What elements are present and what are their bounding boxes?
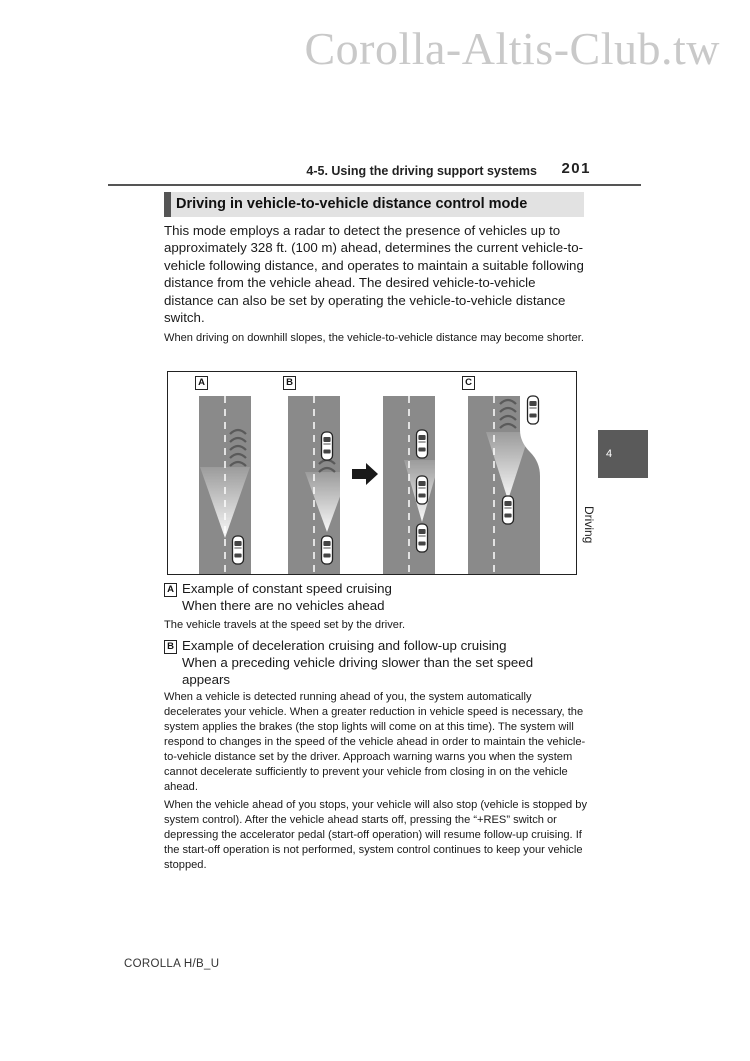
page-header bbox=[108, 160, 641, 186]
own-vehicle-b bbox=[322, 536, 333, 564]
chapter-label: Driving bbox=[582, 506, 596, 544]
page-footer: COROLLA H/B_U bbox=[124, 958, 220, 970]
section-title: 4-5. Using the driving support systems bbox=[306, 164, 537, 178]
watermark: Corolla-Altis-Club.tw bbox=[304, 23, 720, 74]
intro-paragraph: This mode employs a radar to detect the presence of vehicles up to approximately 328 ft. (100 m) ahead, determines the current vehicle-to-vehicle following distance, and operates to maintain a suitable following distance from the vehicle ahead. The desired vehicle-to-vehicle distance can also be set by operating the vehicle-to-vehicle distance switch. bbox=[164, 223, 584, 326]
radar-illustration bbox=[168, 372, 576, 574]
own-vehicle-a bbox=[233, 536, 244, 564]
own-vehicle-b2 bbox=[417, 524, 428, 552]
item-a-description: The vehicle travels at the speed set by the driver. bbox=[164, 619, 406, 631]
preceding-vehicle-b bbox=[322, 432, 333, 460]
item-b-description: When a vehicle is detected running ahead of you, the system automatically decelerates your vehicle. When a greater reduction in vehicle speed is necessary, the system applies the brakes (the stop lights will come on at this time). The system will respond to changes in the speed of the vehicle ahead in order to maintain the vehicle-to-vehicle distance set by the driver. Approach warning warns you when the system cannot decelerate sufficiently to prevent your vehicle from closing in on the vehicle ahead. bbox=[164, 691, 586, 793]
item-a-badge: A bbox=[164, 583, 177, 597]
figure-label-c: C bbox=[462, 376, 475, 390]
downhill-note: When driving on downhill slopes, the vehicle-to-vehicle distance may become shorter. bbox=[164, 332, 584, 344]
page-number: 201 bbox=[561, 160, 591, 177]
own-vehicle-c bbox=[503, 496, 514, 524]
item-a-subtitle: When there are no vehicles ahead bbox=[182, 598, 385, 613]
item-b-description-2: When the vehicle ahead of you stops, your vehicle will also stop (vehicle is stopped by system control). After the vehicle ahead starts off, pressing the “+RES” switch or depressing the accelerator pedal (start-off operation) will resume follow-up cruising. If the start-off operation is not performed, system control continues to keep your vehicle stopped. bbox=[164, 799, 588, 871]
section-heading: Driving in vehicle-to-vehicle distance control mode bbox=[164, 192, 584, 217]
item-b-subtitle: When a preceding vehicle driving slower than the set speed appears bbox=[182, 655, 534, 687]
item-b-badge: B bbox=[164, 640, 177, 654]
arrow-icon bbox=[352, 463, 378, 485]
figure-label-a: A bbox=[195, 376, 208, 390]
item-a-caption bbox=[164, 580, 584, 614]
item-a-title: Example of constant speed cruising bbox=[182, 581, 392, 596]
item-b-caption bbox=[164, 637, 584, 688]
item-b-title: Example of deceleration cruising and follow-up cruising bbox=[182, 638, 507, 653]
radar-diagram bbox=[167, 371, 577, 575]
merging-vehicle-c bbox=[528, 396, 539, 424]
preceding-vehicle-b2 bbox=[417, 430, 428, 458]
figure-label-b: B bbox=[283, 376, 296, 390]
chapter-tab: 4 bbox=[598, 430, 648, 478]
middle-vehicle-b2 bbox=[417, 476, 428, 504]
